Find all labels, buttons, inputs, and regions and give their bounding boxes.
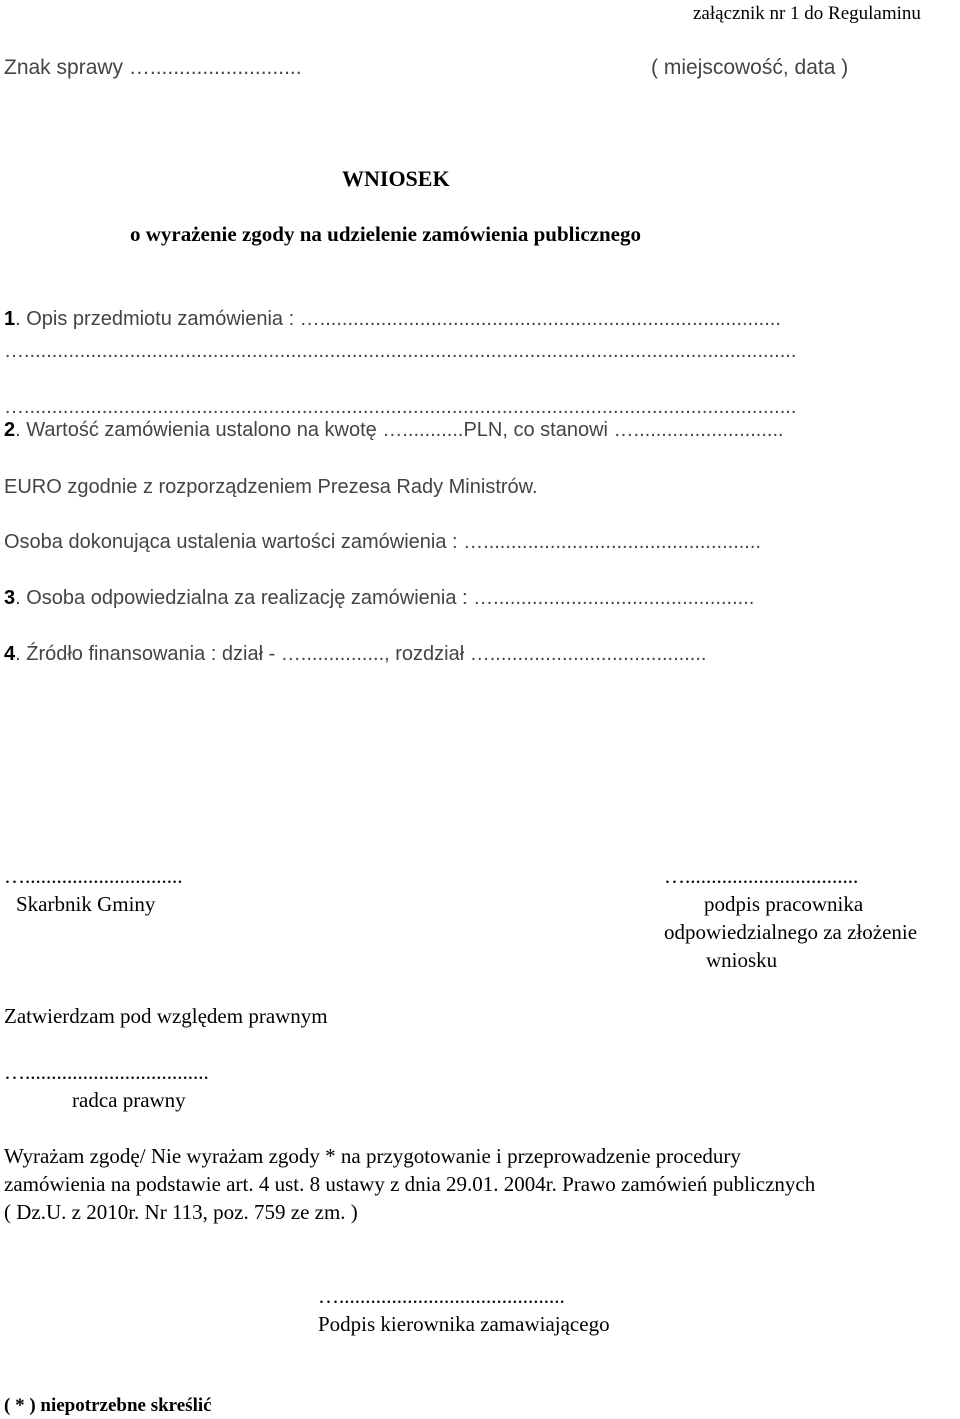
legal-counsel-label: radca prawny [72, 1088, 186, 1112]
document-subtitle: o wyrażenie zgody na udzielenie zamówienia publicznego [130, 222, 641, 246]
item-1-number: 1 [4, 308, 16, 330]
employee-label-line-3: wniosku [706, 948, 778, 972]
footnote: ( * ) niepotrzebne skreślić [4, 1395, 212, 1416]
item-2-number: 2 [4, 419, 16, 441]
item-2-line-2: EURO zgodnie z rozporządzeniem Prezesa Rady Ministrów. [4, 476, 538, 498]
case-number-field[interactable]: Znak sprawy ….......................... [4, 56, 302, 79]
item-1-line-3[interactable]: …........................................................................................................................................... [4, 396, 797, 418]
employee-label-line-2: odpowiedzialnego za złożenie [664, 920, 918, 944]
place-date-field[interactable]: ( miejscowość, data ) [651, 56, 849, 79]
legal-approval-text: Zatwierdzam pod względem prawnym [4, 1004, 328, 1028]
treasurer-label: Skarbnik Gminy [16, 892, 156, 916]
employee-signature-line[interactable]: …................................. [664, 864, 859, 888]
consent-line-2: zamówienia na podstawie art. 4 ust. 8 ustawy z dnia 29.01. 2004r. Prawo zamówień publicznych [4, 1172, 816, 1196]
employee-label-line-1: podpis pracownika [704, 892, 864, 916]
item-4-label: . Źródło finansowania : dział - …..............., rozdział …....................................... [15, 643, 707, 665]
legal-signature-line[interactable]: …................................... [4, 1060, 209, 1084]
head-signature-line[interactable]: …........................................... [318, 1284, 565, 1308]
item-1-line-2[interactable]: …........................................................................................................................................... [4, 340, 797, 362]
item-1-description[interactable] [4, 309, 781, 329]
item-4-funding-source[interactable] [4, 644, 706, 664]
item-3-label: . Osoba odpowiedzialna za realizację zamówienia : …............................................... [15, 587, 755, 609]
item-3-responsible-person[interactable] [4, 588, 754, 608]
consent-line-1: Wyrażam zgodę/ Nie wyrażam zgody * na przygotowanie i przeprowadzenie procedury [4, 1144, 741, 1168]
item-2-label: . Wartość zamówienia ustalono na kwotę …...........PLN, co stanowi …........................... [15, 419, 784, 441]
head-signature-label: Podpis kierownika zamawiającego [318, 1312, 610, 1336]
value-determining-person[interactable]: Osoba dokonująca ustalenia wartości zamówienia : ….................................................. [4, 531, 761, 553]
item-4-number: 4 [4, 643, 16, 665]
attachment-note: załącznik nr 1 do Regulaminu [693, 3, 921, 24]
item-3-number: 3 [4, 587, 16, 609]
item-1-label: . Opis przedmiotu zamówienia : …................................................................................... [15, 308, 781, 330]
document-title: WNIOSEK [342, 166, 450, 191]
treasurer-signature-line[interactable]: ….............................. [4, 864, 183, 888]
consent-line-3: ( Dz.U. z 2010r. Nr 113, poz. 759 ze zm. ) [4, 1200, 358, 1224]
item-2-value[interactable] [4, 420, 784, 440]
